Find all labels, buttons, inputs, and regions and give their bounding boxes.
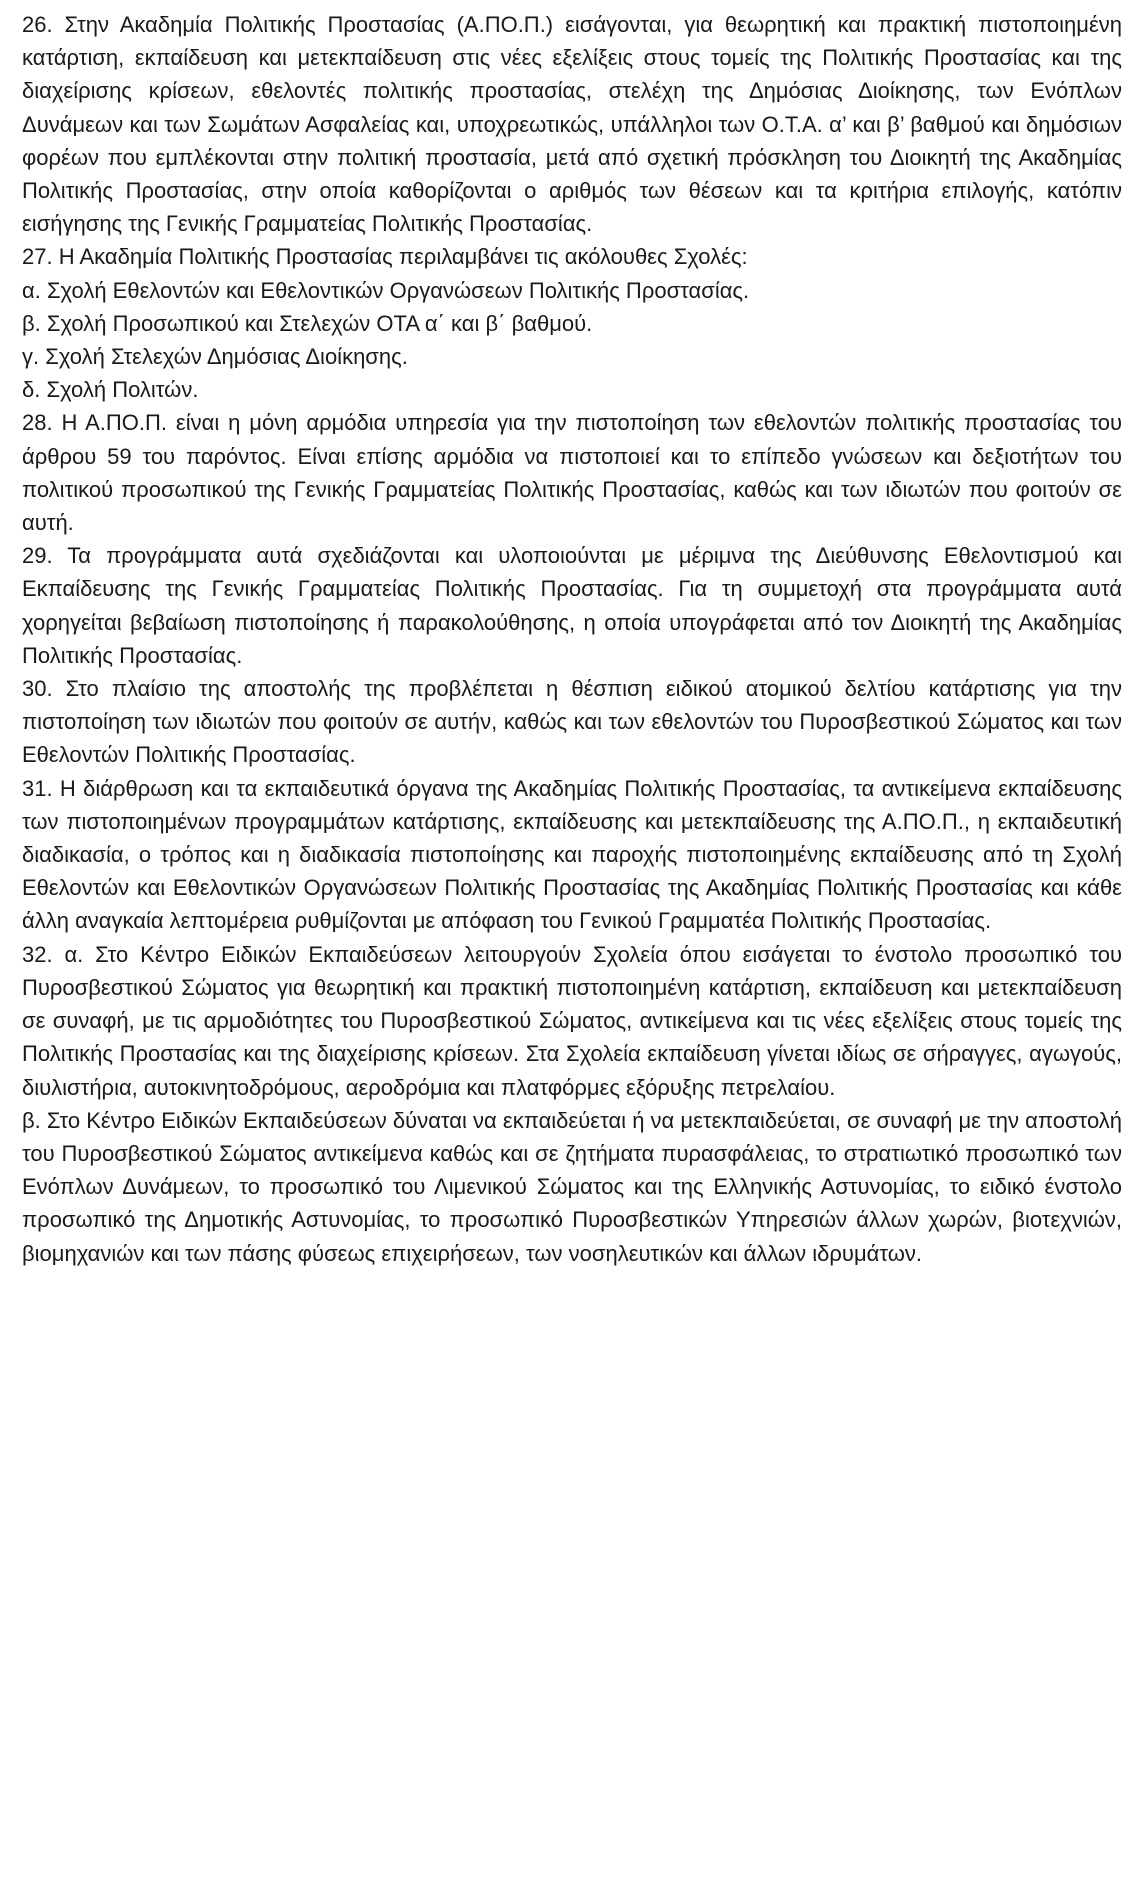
list-item-c: γ. Σχολή Στελεχών Δημόσιας Διοίκησης. [22, 344, 408, 370]
document-page [22, 8, 1122, 1270]
paragraph-31: 31. Η διάρθρωση και τα εκπαιδευτικά όργανα της Ακαδημίας Πολιτικής Προστασίας, τα αντικείμενα εκπαίδευσης των πιστοποιημένων προγραμμάτων κατάρτισης, εκπαίδευσης και μετεκπαίδευσης της Α.ΠΟ.Π., η εκπαιδευτική διαδικασία, ο τρόπος και η διαδικασία πιστοποίησης και παροχής πιστοποιημένης εκπαίδευσης από τη Σχολή Εθελοντών και Εθελοντικών Οργανώσεων Πολιτικής Προστασίας της Ακαδημίας Πολιτικής Προστασίας και κάθε άλλη αναγκαία λεπτομέρεια ρυθμίζονται με απόφαση του Γενικού Γραμματέα Πολιτικής Προστασίας. [22, 775, 1122, 934]
paragraph-28: 28. Η Α.ΠΟ.Π. είναι η μόνη αρμόδια υπηρεσία για την πιστοποίηση των εθελοντών πολιτικής προστασίας του άρθρου 59 του παρόντος. Είναι επίσης αρμόδια να πιστοποιεί και το επίπεδο γνώσεων και δεξιοτήτων του πολιτικού προσωπικού της Γενικής Γραμματείας Πολιτικής Προστασίας, καθώς και των ιδιωτών που φοιτούν σε αυτή. [22, 410, 1122, 536]
paragraph-29: 29. Τα προγράμματα αυτά σχεδιάζονται και υλοποιούνται με μέριμνα της Διεύθυνσης Εθελοντισμού και Εκπαίδευσης της Γενικής Γραμματείας Πολιτικής Προστασίας. Για τη συμμετοχή στα προγράμματα αυτά χορηγείται βεβαίωση πιστοποίησης ή παρακολούθησης, η οποία υπογράφεται από τον Διοικητή της Ακαδημίας Πολιτικής Προστασίας. [22, 543, 1122, 668]
paragraph-30: 30. Στο πλαίσιο της αποστολής της προβλέπεται η θέσπιση ειδικού ατομικού δελτίου κατάρτισης για την πιστοποίηση των ιδιωτών που φοιτούν σε αυτήν, καθώς και των εθελοντών του Πυροσβεστικού Σώματος και των Εθελοντών Πολιτικής Προστασίας. [22, 676, 1122, 768]
list-item-d: δ. Σχολή Πολιτών. [22, 377, 199, 403]
list-item-b: β. Σχολή Προσωπικού και Στελεχών ΟΤΑ α΄ και β΄ βαθμού. [22, 310, 593, 336]
paragraph-27: 27. Η Ακαδημία Πολιτικής Προστασίας περιλαμβάνει τις ακόλουθες Σχολές: [22, 244, 748, 270]
paragraph-32a: 32. α. Στο Κέντρο Ειδικών Εκπαιδεύσεων λειτουργούν Σχολεία όπου εισάγεται το ένστολο προσωπικό του Πυροσβεστικού Σώματος για θεωρητική και πρακτική πιστοποιημένη κατάρτιση, εκπαίδευση και μετεκπαίδευση σε συναφή, με τις αρμοδιότητες του Πυροσβεστικού Σώματος, αντικείμενα και τις νέες εξελίξεις στους τομείς της Πολιτικής Προστασίας και της διαχείρισης κρίσεων. Στα Σχολεία εκπαίδευση γίνεται ιδίως σε σήραγγες, αγωγούς, διυλιστήρια, αυτοκινητοδρόμους, αεροδρόμια και πλατφόρμες εξόρυξης πετρελαίου. [22, 941, 1122, 1100]
paragraph-32b: β. Στο Κέντρο Ειδικών Εκπαιδεύσεων δύναται να εκπαιδεύεται ή να μετεκπαιδεύεται, σε συναφή με την αποστολή του Πυροσβεστικού Σώματος αντικείμενα καθώς και σε ζητήματα πυρασφάλειας, το στρατιωτικό προσωπικό των Ενόπλων Δυνάμεων, το προσωπικό του Λιμενικού Σώματος και της Ελληνικής Αστυνομίας, το ειδικό ένστολο προσωπικό της Δημοτικής Αστυνομίας, το προσωπικό Πυροσβεστικών Υπηρεσιών άλλων χωρών, βιοτεχνιών, βιομηχανιών και των πάσης φύσεως επιχειρήσεων, των νοσηλευτικών και άλλων ιδρυμάτων. [22, 1107, 1122, 1266]
list-item-a: α. Σχολή Εθελοντών και Εθελοντικών Οργανώσεων Πολιτικής Προστασίας. [22, 277, 750, 303]
paragraph-26: 26. Στην Ακαδημία Πολιτικής Προστασίας (Α.ΠΟ.Π.) εισάγονται, για θεωρητική και πρακτική πιστοποιημένη κατάρτιση, εκπαίδευση και μετεκπαίδευση στις νέες εξελίξεις στους τομείς της Πολιτικής Προστασίας και της διαχείρισης κρίσεων, εθελοντές πολιτικής προστασίας, στελέχη της Δημόσιας Διοίκησης, των Ενόπλων Δυνάμεων και των Σωμάτων Ασφαλείας και, υποχρεωτικώς, υπάλληλοι των Ο.Τ.Α. α’ και β’ βαθμού και δημόσιων φορέων που εμπλέκονται στην πολιτική προστασία, μετά από σχετική πρόσκληση του Διοικητή της Ακαδημίας Πολιτικής Προστασίας, στην οποία καθορίζονται ο αριθμός των θέσεων και τα κριτήρια επιλογής, κατόπιν εισήγησης της Γενικής Γραμματείας Πολιτικής Προστασίας. [22, 12, 1122, 237]
